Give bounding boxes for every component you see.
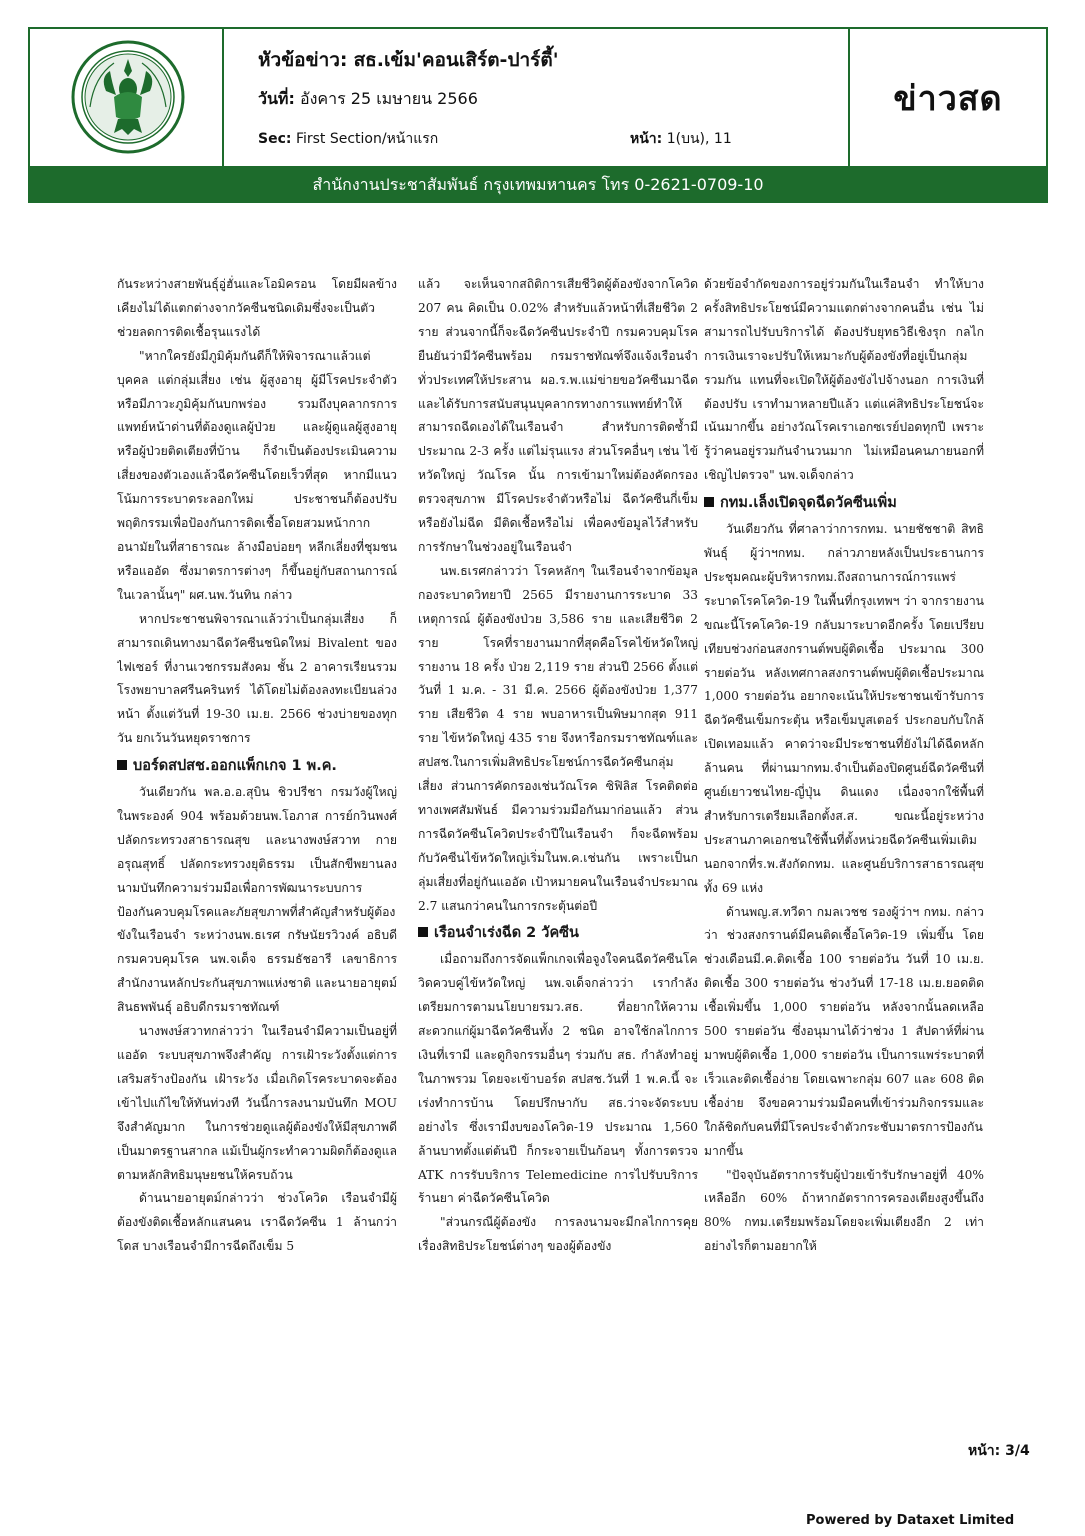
subheading-text: บอร์ดสปสช.ออกแพ็กเกจ 1 พ.ค.: [133, 758, 337, 775]
bullet-square-icon: [704, 497, 714, 507]
page-label: หน้า:: [630, 131, 663, 147]
date: อังคาร 25 เมษายน 2566: [299, 89, 478, 108]
headline: สธ.เข้ม'คอนเสิร์ต-ปาร์ตี้': [353, 49, 559, 71]
section-row: [258, 128, 438, 150]
paragraph: กันระหว่างสายพันธุ์อู่ฮั่นและโอมิครอน โดยมีผลข้างเคียงไม่ได้แตกต่างจากวัคซีนชนิดเดิมซึ่งจะเป็นตัวช่วยลดการติดเชื้อรุนแรงได้: [117, 277, 397, 339]
publication-cell: [848, 29, 1046, 166]
date-row: [258, 87, 478, 112]
bullet-square-icon: [418, 927, 428, 937]
paragraph: นางพงษ์สวาทกล่าวว่า ในเรือนจำมีความเป็นอยู่ที่แออัด ระบบสุขภาพจึงสำคัญ การเฝ้าระวังตั้งแต่การเสริมสร้างป้องกัน เฝ้าระวัง เมื่อเกิดโรคระบาดจะต้องเข้าไปแก้ไขให้ทันท่วงที วันนี้การลงนามบันทึก MOU จึงสำคัญมาก ในการช่วยดูแลผู้ต้องขังให้มีสุขภาพดีเป็นมาตรฐานสากล แม้เป็นผู้กระทำความผิดก็ต้องดูแลตามหลักสิทธิมนุษยชนให้ครบถ้วน: [117, 1024, 397, 1182]
article-column-2: [418, 273, 698, 1259]
subheading-text: เรือนจำเร่งฉีด 2 วัคซีน: [434, 925, 579, 942]
page-ref: [630, 128, 732, 150]
section: First Section/หน้าแรก: [295, 131, 439, 147]
paragraph: ด้วยข้อจำกัดของการอยู่ร่วมกันในเรือนจำ ทำให้บางครั้งสิทธิประโยชน์มีความแตกต่างจากคนอื่น เช่น ไม่สามารถไปรับบริการได้ ต้องปรับยุทธวิธีเชิงรุก กลไกการเงินเราจะปรับให้เหมาะกับผู้ต้องขังที่อยู่เป็นกลุ่มรวมกัน แทนที่จะเปิดให้ผู้ต้องขังไปจ้างนอก การเงินที่ต้องปรับ เราทำมาหลายปีแล้ว แต่แค่สิทธิประโยชน์จะเน้นมากขึ้น อย่างวัณโรคเราเอกซเรย์ปอดทุกปี เพราะรู้ว่าคนอยู่รวมกันจำนวนมาก ไม่เหมือนคนภายนอกที่เชิญไปตรวจ" นพ.จเด็จกล่าว: [704, 277, 984, 483]
subheading-text: กทม.เล็งเปิดจุดฉีดวัคซีนเพิ่ม: [720, 495, 897, 512]
date-label: วันที่:: [258, 89, 295, 108]
footer-page-number: หน้า: 3/4: [968, 1443, 1030, 1459]
paragraph: วันเดียวกัน ที่ศาลาว่าการกทม. นายชัชชาติ สิทธิพันธุ์ ผู้ว่าฯกทม. กล่าวภายหลังเป็นประธานการประชุมคณะผู้บริหารกทม.ถึงสถานการณ์การแพร่ระบาดโรคโควิด-19 ในพื้นที่กรุงเทพฯ ว่า จากรายงานขณะนี้โรคโควิด-19 กลับมาระบาดอีกครั้ง โดยเปรียบเทียบช่วงก่อนสงกรานต์พบผู้ติดเชื้อ ประมาณ 300 รายต่อวัน หลังเทศกาลสงกรานต์พบผู้ติดเชื้อประมาณ 1,000 รายต่อวัน อยากจะเน้นให้ประชาชนเข้ารับการฉีดวัคซีนเข็มกระตุ้น หรือเข็มบูสเตอร์ ประกอบกับใกล้เปิดเทอมแล้ว คาดว่าจะมีประชาชนที่ยังไม่ได้ฉีดหลักล้านคน ที่ผ่านมากทม.จำเป็นต้องปิดศูนย์ฉีดวัคซีนที่ศูนย์เยาวชนไทย-ญี่ปุ่น ดินแดง เนื่องจากใช้พื้นที่สำหรับการเตรียมเลือกตั้งส.ส. ขณะนี้อยู่ระหว่างประสานภาคเอกชนใช้พื้นที่ตั้งหน่วยฉีดวัคซีนเพิ่มเติม นอกจากที่ร.พ.สังกัดกทม. และศูนย์บริการสาธารณสุขทั้ง 69 แห่ง: [704, 522, 984, 895]
powered-by: Powered by Dataxet Limited: [806, 1513, 1015, 1528]
subheading: [117, 755, 397, 779]
subheading: [418, 922, 698, 946]
article-column-1: [117, 273, 397, 1259]
publication-name: ข่าวสด: [893, 79, 1003, 119]
page-number: 1(บน), 11: [666, 131, 732, 147]
headline-row: [258, 45, 559, 75]
news-clipping-header: [28, 27, 1048, 203]
paragraph: ด้านพญ.ส.ทวีดา กมลเวชช รองผู้ว่าฯ กทม. กล่าวว่า ช่วงสงกรานต์มีคนติดเชื้อโควิด-19 เพิ่มขึ้น โดยช่วงเดือนมี.ค.ติดเชื้อ 100 รายต่อวัน วันที่ 10 เม.ย. ติดเชื้อ 300 รายต่อวัน ช่วงวันที่ 17-18 เม.ย.ยอดติดเชื้อเพิ่มขึ้น 1,000 รายต่อวัน หลังจากนั้นลดเหลือ 500 รายต่อวัน ซึ่งอนุมานได้ว่าช่วง 1 สัปดาห์ที่ผ่านมาพบผู้ติดเชื้อ 1,000 รายต่อวัน เป็นการแพร่ระบาดที่เร็วและติดเชื้อง่าย โดยเฉพาะกลุ่ม 607 และ 608 ติดเชื้อง่าย จึงขอความร่วมมือคนที่เข้าร่วมกิจกรรมและใกล้ชิดกับคนที่มีโรคประจำตัวกระชับมาตรการป้องกันมากขึ้น: [704, 904, 984, 1158]
paragraph: วันเดียวกัน พล.อ.อ.สุบิน ชิวปรีชา กรมวังผู้ใหญ่ในพระองค์ 904 พร้อมด้วยนพ.โอภาส การย์กวินพงศ์ ปลัดกระทรวงสาธารณสุข และนางพงษ์สวาท กายอรุณสุทธิ์ ปลัดกระทรวงยุติธรรม เป็นสักขีพยานลงนามบันทึกความร่วมมือเพื่อการพัฒนาระบบการป้องกันควบคุมโรคและภัยสุขภาพที่สำคัญสำหรับผู้ต้องขังในเรือนจำ ระหว่างนพ.ธเรศ กรัษนัยรวิวงค์ อธิบดีกรมควบคุมโรค นพ.จเด็จ ธรรมธัชอารี เลขาธิการสำนักงานหลักประกันสุขภาพแห่งชาติ และนายอายุตม์ สินธพพันธุ์ อธิบดีกรมราชทัณฑ์: [117, 785, 397, 1015]
info-cell: [224, 29, 848, 166]
bangkok-seal-icon: [70, 37, 186, 157]
paragraph: "หากใครยังมีภูมิคุ้มกันดีก็ให้พิจารณาแล้วแต่บุคคล แต่กลุ่มเสี่ยง เช่น ผู้สูงอายุ ผู้มีโรคประจำตัว หรือมีภาวะภูมิคุ้มกันบกพร่อง รวมถึงบุคลากรการแพทย์หน้าด่านที่ต้องดูแลผู้ป่วย และผู้ดูแลผู้สูงอายุ หรือผู้ป่วยติดเตียงที่บ้าน ก็จำเป็นต้องประเมินความเสี่ยงของตัวเองแล้วฉีดวัคซีนโดยเร็วที่สุด หากมีแนวโน้มการระบาดระลอกใหม่ ประชาชนก็ต้องปรับพฤติกรรมเพื่อป้องกันการติดเชื้อโดยสวมหน้ากากอนามัยในที่สาธารณะ ล้างมือบ่อยๆ หลีกเลี่ยงที่ชุมชน หรือแออัด ซึ่งมาตรการต่างๆ ก็ขึ้นอยู่กับสถานการณ์ในเวลานั้นๆ" ผศ.นพ.วันทิน กล่าว: [117, 348, 397, 602]
paragraph: แล้ว จะเห็นจากสถิติการเสียชีวิตผู้ต้องขังจากโควิด 207 คน คิดเป็น 0.02% สำหรับแล้วหน้าที่เสียชีวิต 2 ราย ส่วนจากนี้ก็จะฉีดวัคซีนประจำปี กรมควบคุมโรคยืนยันว่ามีวัคซีนพร้อม กรมราชทัณฑ์จึงแจ้งเรือนจำทั่วประเทศให้ประสาน ผอ.ร.พ.แม่ข่ายขอวัคซีนมาฉีด และได้รับการสนับสนุนบุคลากรทางการแพทย์ทำให้สามารถฉีดเองได้ในเรือนจำ สำหรับการติดซ้ำมีประมาณ 2-3 ครั้ง แต่ไม่รุนแรง ส่วนโรคอื่นๆ เช่น ไข้หวัดใหญ่ วัณโรค นั้น การเข้ามาใหม่ต้องคัดกรองตรวจสุขภาพ มีโรคประจำตัวหรือไม่ ฉีดวัคซีนกี่เข็ม หรือยังไม่ฉีด มีติดเชื้อหรือไม่ เพื่อคงข้อมูลไว้สำหรับการรักษาในช่วงอยู่ในเรือนจำ: [418, 277, 698, 554]
paragraph: "ส่วนกรณีผู้ต้องขัง การลงนามจะมีกลไกการคุยเรื่องสิทธิประโยชน์ต่างๆ ของผู้ต้องขัง: [418, 1215, 698, 1254]
logo-cell: [30, 29, 224, 166]
headline-label: หัวข้อข่าว:: [258, 49, 348, 71]
paragraph: หากประชาชนพิจารณาแล้วว่าเป็นกลุ่มเสี่ยง ก็สามารถเดินทางมาฉีดวัคซีนชนิดใหม่ Bivalent ของไฟเซอร์ ที่งานเวชกรรมสังคม ชั้น 2 อาคารเรียนรวม โรงพยาบาลศรีนครินทร์ ได้โดยไม่ต้องลงทะเบียนล่วงหน้า ตั้งแต่วันที่ 19-30 เม.ย. 2566 ช่วงบ่ายของทุกวัน ยกเว้นวันหยุดราชการ: [117, 611, 397, 746]
bullet-square-icon: [117, 760, 127, 770]
paragraph: เมื่อถามถึงการจัดแพ็กเกจเพื่อจูงใจคนฉีดวัคซีนโควิดควบคู่ไข้หวัดใหญ่ นพ.จเด็จกล่าวว่า เรากำลังเตรียมการตามนโยบายรมว.สธ. ที่อยากให้ความสะดวกแก่ผู้มาฉีดวัคซีนทั้ง 2 ชนิด อาจใช้กลไกการเงินที่เรามี และดูกิจกรรมอื่นๆ ร่วมกับ สธ. กำลังทำอยู่ในภาพรวม โดยจะเข้าบอร์ด สปสช.วันที่ 1 พ.ค.นี้ จะเร่งทำการบ้าน โดยปรึกษากับ สธ.ว่าจะจัดระบบอย่างไร ซึ่งเรามีงบของโควิด-19 ประมาณ 1,560 ล้านบาทตั้งแต่ต้นปี ก็กระจายเป็นก้อนๆ ทั้งการตรวจ ATK การรับบริการ Telemedicine การไปรับบริการร้านยา ค่าฉีดวัคซีนโควิด: [418, 952, 698, 1206]
paragraph: นพ.ธเรศกล่าวว่า โรคหลักๆ ในเรือนจำจากข้อมูลกองระบาดวิทยาปี 2565 มีรายงานการระบาด 33 เหตุการณ์ ผู้ต้องขังป่วย 3,586 ราย และเสียชีวิต 2 ราย โรคที่รายงานมากที่สุดคือโรคไข้หวัดใหญ่รายงาน 18 ครั้ง ป่วย 2,119 ราย ส่วนปี 2566 ตั้งแต่วันที่ 1 ม.ค. - 31 มี.ค. 2566 ผู้ต้องขังป่วย 1,377 ราย เสียชีวิต 4 ราย พบอาหารเป็นพิษมากสุด 911 ราย ไข้หวัดใหญ่ 435 ราย จึงหารือกรมราชทัณฑ์และสปสช.ในการเพิ่มสิทธิประโยชน์การฉีดวัคซีนกลุ่มเสี่ยง ส่วนการคัดกรองเช่นวัณโรค ซิฟิลิส โรคติดต่อทางเพศสัมพันธ์ มีความร่วมมือกันมาก่อนแล้ว ส่วนการฉีดวัคซีนโควิดประจำปีในเรือนจำ ก็จะฉีดพร้อมกับวัคซีนไข้หวัดใหญ่เริ่มในพ.ค.เช่นกัน เพราะเป็นกลุ่มเสี่ยงที่อยู่กันแออัด เป้าหมายคนในเรือนจำประมาณ 2.7 แสนกว่าคนในการกระตุ้นต่อปี: [418, 563, 698, 913]
paragraph: ด้านนายอายุตม์กล่าวว่า ช่วงโควิด เรือนจำมีผู้ต้องขังติดเชื้อหลักแสนคน เราฉีดวัคซีน 1 ล้านกว่าโดส บางเรือนจำมีการฉีดถึงเข็ม 5: [117, 1191, 397, 1254]
paragraph: "ปัจจุบันอัตราการรับผู้ป่วยเข้ารับรักษาอยู่ที่ 40% เหลืออีก 60% ถ้าหากอัตราการครองเตียงสูงขึ้นถึง 80% กทม.เตรียมพร้อมโดยจะเพิ่มเตียงอีก 2 เท่า อย่างไรก็ตามอยากให้: [704, 1167, 984, 1254]
subheading: [704, 492, 984, 516]
office-band: สำนักงานประชาสัมพันธ์ กรุงเทพมหานคร โทร 0-2621-0709-10: [30, 166, 1046, 203]
section-label: Sec:: [258, 131, 292, 147]
article-column-3: [704, 273, 984, 1259]
